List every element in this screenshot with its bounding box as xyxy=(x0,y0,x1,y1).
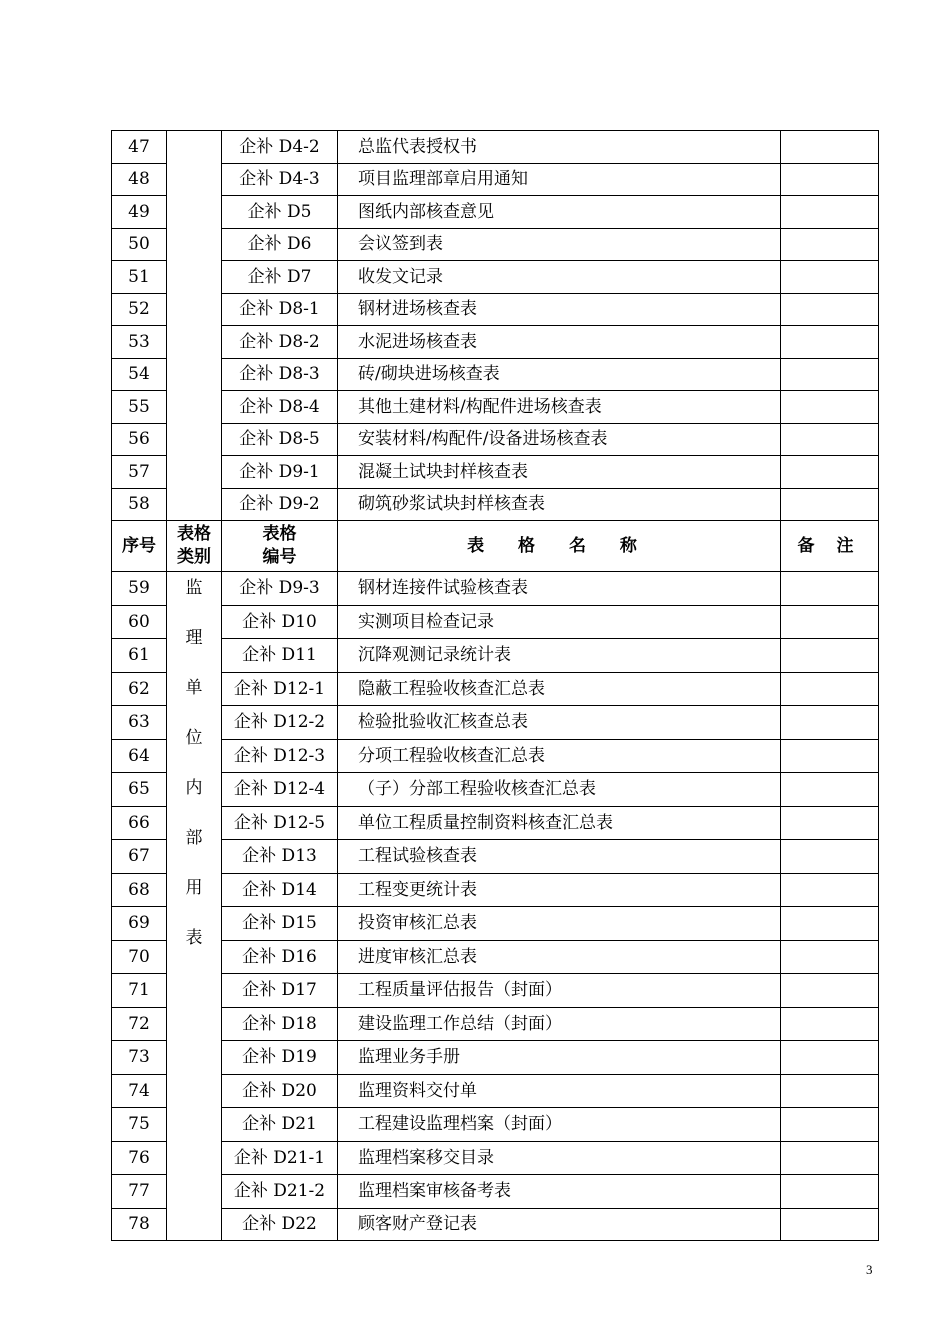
table-row xyxy=(112,840,879,874)
row-code: 企补 D4-3 xyxy=(222,163,338,196)
table-row xyxy=(112,672,879,706)
row-seq: 65 xyxy=(112,773,167,807)
row-seq: 70 xyxy=(112,940,167,974)
row-note xyxy=(781,940,879,974)
table-section-continued xyxy=(112,131,879,521)
row-code: 企补 D12-2 xyxy=(222,706,338,740)
row-seq: 73 xyxy=(112,1041,167,1075)
header-row xyxy=(112,521,879,572)
row-seq: 56 xyxy=(112,423,167,456)
row-note xyxy=(781,1208,879,1240)
row-code: 企补 D7 xyxy=(222,261,338,294)
row-seq: 76 xyxy=(112,1141,167,1175)
row-name: 总监代表授权书 xyxy=(338,131,781,164)
row-seq: 68 xyxy=(112,873,167,907)
row-note xyxy=(781,391,879,424)
row-seq: 59 xyxy=(112,572,167,606)
row-seq: 62 xyxy=(112,672,167,706)
row-code: 企补 D9-3 xyxy=(222,572,338,606)
table-row xyxy=(112,739,879,773)
row-name: 建设监理工作总结（封面） xyxy=(338,1007,781,1041)
row-note xyxy=(781,1108,879,1142)
row-seq: 60 xyxy=(112,605,167,639)
header-note: 备 注 xyxy=(781,521,879,572)
row-code: 企补 D18 xyxy=(222,1007,338,1041)
table-row xyxy=(112,293,879,326)
row-name: 其他土建材料/构配件进场核查表 xyxy=(338,391,781,424)
row-name: 钢材进场核查表 xyxy=(338,293,781,326)
row-note xyxy=(781,163,879,196)
row-seq: 51 xyxy=(112,261,167,294)
table-section-internal xyxy=(112,572,879,1241)
row-code: 企补 D10 xyxy=(222,605,338,639)
row-note xyxy=(781,639,879,673)
row-code: 企补 D19 xyxy=(222,1041,338,1075)
row-code: 企补 D4-2 xyxy=(222,131,338,164)
row-code: 企补 D8-1 xyxy=(222,293,338,326)
row-note xyxy=(781,131,879,164)
row-name: 项目监理部章启用通知 xyxy=(338,163,781,196)
row-code: 企补 D12-5 xyxy=(222,806,338,840)
row-code: 企补 D22 xyxy=(222,1208,338,1240)
row-note xyxy=(781,806,879,840)
row-name: 会议签到表 xyxy=(338,228,781,261)
row-note xyxy=(781,1141,879,1175)
row-code: 企补 D8-3 xyxy=(222,358,338,391)
table-row xyxy=(112,261,879,294)
row-seq: 75 xyxy=(112,1108,167,1142)
category-char: 位 xyxy=(185,728,203,748)
row-name: 投资审核汇总表 xyxy=(338,907,781,941)
row-seq: 47 xyxy=(112,131,167,164)
row-code: 企补 D12-4 xyxy=(222,773,338,807)
table-row xyxy=(112,974,879,1008)
category-char: 用 xyxy=(185,878,203,898)
row-note xyxy=(781,873,879,907)
table-row xyxy=(112,1041,879,1075)
table-row xyxy=(112,456,879,489)
row-seq: 58 xyxy=(112,488,167,521)
header-seq: 序号 xyxy=(112,521,167,572)
row-name: 隐蔽工程验收核查汇总表 xyxy=(338,672,781,706)
table-row xyxy=(112,1208,879,1240)
row-code: 企补 D16 xyxy=(222,940,338,974)
table-row xyxy=(112,1007,879,1041)
table-row xyxy=(112,1141,879,1175)
table-row xyxy=(112,572,879,606)
table-row xyxy=(112,806,879,840)
row-note xyxy=(781,739,879,773)
category-char: 内 xyxy=(185,778,203,798)
row-name: 收发文记录 xyxy=(338,261,781,294)
row-note xyxy=(781,293,879,326)
row-code: 企补 D11 xyxy=(222,639,338,673)
header-code: 表格 编号 xyxy=(222,521,338,572)
row-name: 顾客财产登记表 xyxy=(338,1208,781,1240)
row-name: 图纸内部核查意见 xyxy=(338,196,781,229)
row-note xyxy=(781,1074,879,1108)
row-code: 企补 D20 xyxy=(222,1074,338,1108)
row-code: 企补 D8-5 xyxy=(222,423,338,456)
row-seq: 72 xyxy=(112,1007,167,1041)
row-note xyxy=(781,1175,879,1209)
row-name: 沉降观测记录统计表 xyxy=(338,639,781,673)
row-category xyxy=(167,131,222,521)
row-name: 监理资料交付单 xyxy=(338,1074,781,1108)
row-seq: 53 xyxy=(112,326,167,359)
row-seq: 64 xyxy=(112,739,167,773)
row-code: 企补 D21 xyxy=(222,1108,338,1142)
row-code: 企补 D14 xyxy=(222,873,338,907)
row-note xyxy=(781,605,879,639)
row-seq: 55 xyxy=(112,391,167,424)
row-name: 检验批验收汇核查总表 xyxy=(338,706,781,740)
row-seq: 57 xyxy=(112,456,167,489)
table-row xyxy=(112,326,879,359)
row-note xyxy=(781,706,879,740)
row-name: 水泥进场核查表 xyxy=(338,326,781,359)
row-note xyxy=(781,423,879,456)
row-name: 监理档案移交目录 xyxy=(338,1141,781,1175)
row-note xyxy=(781,261,879,294)
row-seq: 54 xyxy=(112,358,167,391)
row-seq: 74 xyxy=(112,1074,167,1108)
row-note xyxy=(781,773,879,807)
row-note xyxy=(781,1007,879,1041)
table-row xyxy=(112,391,879,424)
row-name: 工程变更统计表 xyxy=(338,873,781,907)
row-name: 分项工程验收核查汇总表 xyxy=(338,739,781,773)
row-note xyxy=(781,326,879,359)
row-note xyxy=(781,488,879,521)
table-header xyxy=(112,521,879,572)
row-name: 监理档案审核备考表 xyxy=(338,1175,781,1209)
row-note xyxy=(781,672,879,706)
row-code: 企补 D21-2 xyxy=(222,1175,338,1209)
row-code: 企补 D5 xyxy=(222,196,338,229)
table-row xyxy=(112,639,879,673)
category-vertical-label xyxy=(167,572,221,978)
row-name: 单位工程质量控制资料核查汇总表 xyxy=(338,806,781,840)
row-code: 企补 D6 xyxy=(222,228,338,261)
row-name: 进度审核汇总表 xyxy=(338,940,781,974)
category-char: 理 xyxy=(185,628,203,648)
table-row xyxy=(112,358,879,391)
row-seq: 67 xyxy=(112,840,167,874)
row-code: 企补 D15 xyxy=(222,907,338,941)
row-name: 砌筑砂浆试块封样核查表 xyxy=(338,488,781,521)
table-row xyxy=(112,706,879,740)
header-category: 表格 类别 xyxy=(167,521,222,572)
row-name: 监理业务手册 xyxy=(338,1041,781,1075)
row-name: 工程质量评估报告（封面） xyxy=(338,974,781,1008)
row-note xyxy=(781,228,879,261)
row-note xyxy=(781,907,879,941)
table-row xyxy=(112,1074,879,1108)
row-name: 实测项目检查记录 xyxy=(338,605,781,639)
row-note xyxy=(781,572,879,606)
row-note xyxy=(781,840,879,874)
header-name: 表 格 名 称 xyxy=(338,521,781,572)
row-seq: 63 xyxy=(112,706,167,740)
table-row xyxy=(112,873,879,907)
row-code: 企补 D21-1 xyxy=(222,1141,338,1175)
row-seq: 48 xyxy=(112,163,167,196)
row-note xyxy=(781,358,879,391)
row-name: 砖/砌块进场核查表 xyxy=(338,358,781,391)
row-seq: 66 xyxy=(112,806,167,840)
row-seq: 77 xyxy=(112,1175,167,1209)
category-char: 表 xyxy=(185,928,203,948)
row-name: 工程建设监理档案（封面） xyxy=(338,1108,781,1142)
row-seq: 71 xyxy=(112,974,167,1008)
table-row xyxy=(112,605,879,639)
row-name: 工程试验核查表 xyxy=(338,840,781,874)
table-row xyxy=(112,423,879,456)
row-name: 安装材料/构配件/设备进场核查表 xyxy=(338,423,781,456)
table-row xyxy=(112,488,879,521)
row-code: 企补 D12-1 xyxy=(222,672,338,706)
form-index-table xyxy=(111,130,879,1241)
row-code: 企补 D9-2 xyxy=(222,488,338,521)
table-row xyxy=(112,940,879,974)
table-row xyxy=(112,907,879,941)
row-seq: 52 xyxy=(112,293,167,326)
category-char: 部 xyxy=(185,828,203,848)
table-row xyxy=(112,196,879,229)
table-row xyxy=(112,228,879,261)
row-seq: 49 xyxy=(112,196,167,229)
row-name: （子）分部工程验收核查汇总表 xyxy=(338,773,781,807)
row-code: 企补 D12-3 xyxy=(222,739,338,773)
row-code: 企补 D8-4 xyxy=(222,391,338,424)
row-seq: 69 xyxy=(112,907,167,941)
row-seq: 50 xyxy=(112,228,167,261)
row-seq: 78 xyxy=(112,1208,167,1240)
row-note xyxy=(781,974,879,1008)
page-number: 3 xyxy=(866,1262,873,1277)
row-note xyxy=(781,1041,879,1075)
table-row xyxy=(112,163,879,196)
table-row xyxy=(112,1175,879,1209)
row-name: 钢材连接件试验核查表 xyxy=(338,572,781,606)
category-char: 监 xyxy=(185,578,203,598)
row-note xyxy=(781,456,879,489)
row-code: 企补 D17 xyxy=(222,974,338,1008)
row-code: 企补 D8-2 xyxy=(222,326,338,359)
row-category xyxy=(167,572,222,1241)
row-name: 混凝土试块封样核查表 xyxy=(338,456,781,489)
row-code: 企补 D9-1 xyxy=(222,456,338,489)
row-seq: 61 xyxy=(112,639,167,673)
category-char: 单 xyxy=(185,678,203,698)
row-code: 企补 D13 xyxy=(222,840,338,874)
table-row xyxy=(112,131,879,164)
row-note xyxy=(781,196,879,229)
table-row xyxy=(112,773,879,807)
table-row xyxy=(112,1108,879,1142)
